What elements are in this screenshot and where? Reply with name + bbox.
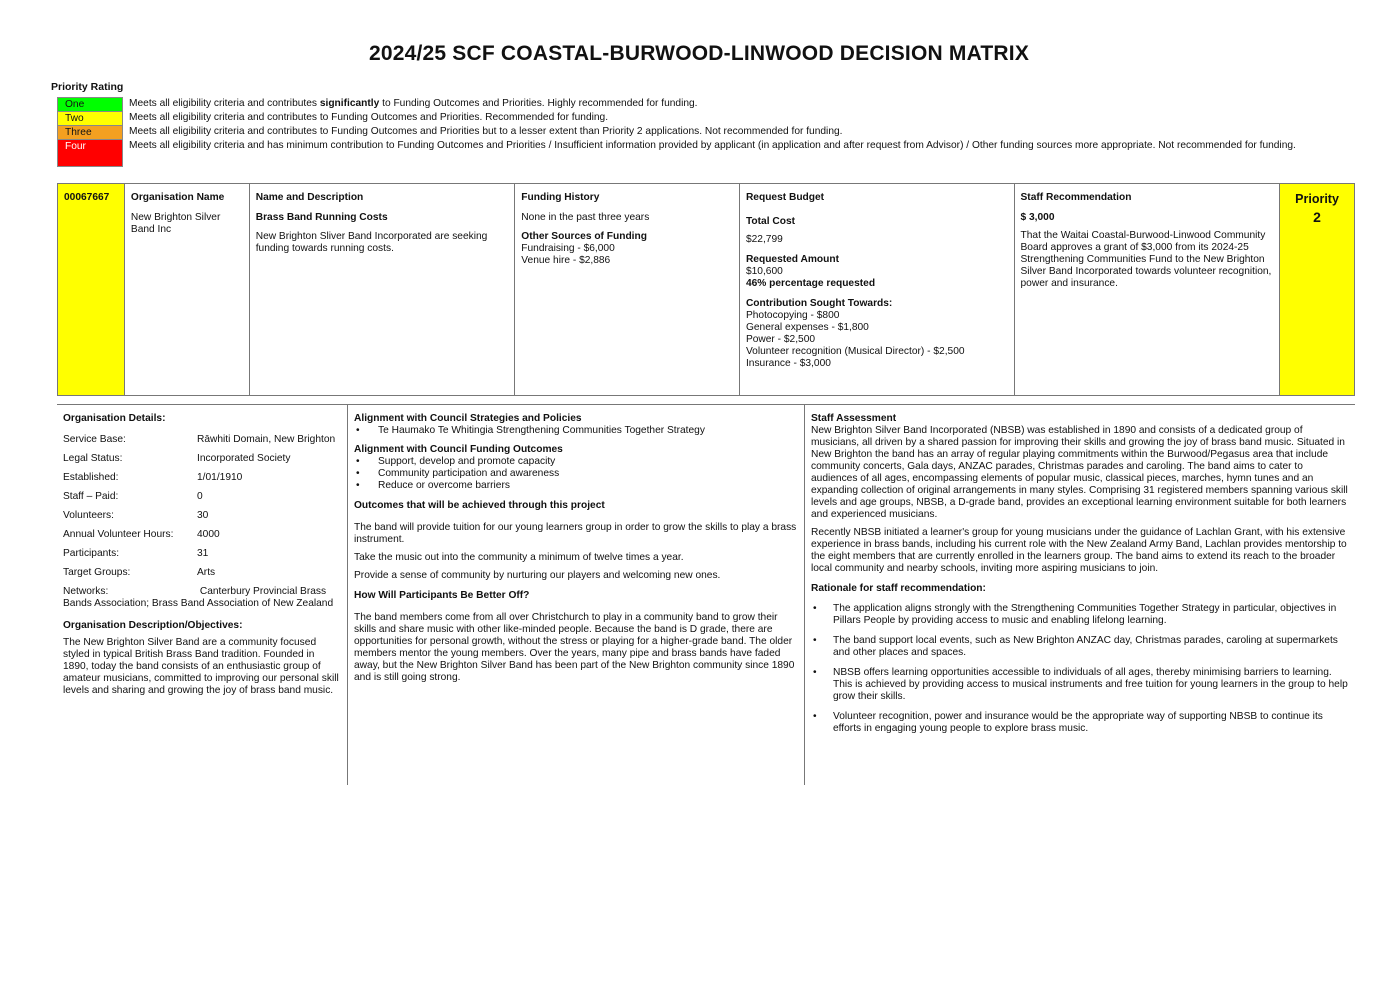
priority-description: Meets all eligibility criteria and contributes to Funding Outcomes and Priorities but to a lesser extent than Priority 2 applications. Not recommended for funding. bbox=[129, 126, 843, 137]
percentage-requested: 46% percentage requested bbox=[745, 278, 876, 289]
contribution-header: Contribution Sought Towards: bbox=[745, 298, 893, 309]
application-summary-table bbox=[57, 183, 1355, 396]
staff-recommendation-amount: $ 3,000 bbox=[1020, 212, 1055, 223]
networks-row: Networks: Canterbury Provincial Brass Bands Association; Brass Band Association of New Zealand bbox=[63, 586, 334, 609]
funding-outcomes-list bbox=[354, 456, 798, 492]
list-item: • Support, develop and promote capacity bbox=[354, 456, 798, 468]
alignment-column bbox=[348, 405, 805, 785]
staff-assessment-paragraph: Recently NBSB initiated a learner's group for young musicians under the guidance of Lachlan Grant, with his extensive experience in brass bands, including his current role with the New Zealand Army Band, Lachlan provides mentorship to the eight members that are currently enrolled in the learners group. The band aims to extend its reach to the broader local community and nearby schools, inviting more aspiring musicians to join. bbox=[811, 527, 1347, 574]
better-off-header: How Will Participants Be Better Off? bbox=[354, 590, 530, 601]
funding-history: None in the past three years bbox=[521, 212, 650, 223]
priority-cell bbox=[1280, 184, 1354, 395]
organisation-details-header: Organisation Details: bbox=[63, 413, 166, 424]
name-description-cell bbox=[250, 184, 516, 395]
application-id: 00067667 bbox=[64, 192, 110, 203]
priority-label: Three bbox=[57, 125, 123, 139]
detail-row: Target Groups: Arts bbox=[63, 567, 216, 578]
list-item: • The band support local events, such as New Brighton ANZAC day, Christmas parades, caroling at supermarkets and other places and spaces. bbox=[811, 635, 1349, 659]
priority-row-four bbox=[57, 139, 1312, 167]
list-item: • Te Haumako Te Whitingia Strengthening Communities Together Strategy bbox=[354, 425, 798, 437]
outcome-paragraph: Provide a sense of community by nurturing our players and welcoming new ones. bbox=[354, 570, 721, 581]
detail-row: Legal Status: Incorporated Society bbox=[63, 453, 291, 464]
rationale-list bbox=[811, 603, 1349, 735]
staff-recommendation-header: Staff Recommendation bbox=[1020, 192, 1132, 203]
strategies-list bbox=[354, 425, 798, 437]
outcome-paragraph: The band will provide tuition for our young learners group in order to grow the skills to play a brass instrument. bbox=[354, 522, 797, 545]
detail-row: Annual Volunteer Hours: 4000 bbox=[63, 529, 220, 540]
detail-row: Service Base: Rāwhiti Domain, New Brighton bbox=[63, 434, 336, 445]
funding-history-cell bbox=[515, 184, 740, 395]
priority-row-two bbox=[57, 111, 1312, 125]
funding-outcomes-header: Alignment with Council Funding Outcomes bbox=[354, 444, 563, 455]
priority-row-three bbox=[57, 125, 1312, 139]
contribution-item: Photocopying - $800 bbox=[745, 310, 840, 321]
detail-row: Established: 1/01/1910 bbox=[63, 472, 243, 483]
priority-rating-heading: Priority Rating bbox=[51, 81, 124, 93]
other-sources-header: Other Sources of Funding bbox=[521, 231, 647, 242]
organisation-name: New Brighton Silver Band Inc bbox=[130, 212, 221, 235]
organisation-name-cell bbox=[125, 184, 250, 395]
staff-recommendation-text: That the Waitai Coastal-Burwood-Linwood Community Board approves a grant of $3,000 from its 2024-25 Strengthening Communities Fund to the New Brighton Silver Band Incorporated towards volunteer recognition, power and insurance. bbox=[1020, 230, 1272, 289]
application-id-cell bbox=[58, 184, 125, 395]
detail-row: Staff – Paid: 0 bbox=[63, 491, 203, 502]
contribution-item: Power - $2,500 bbox=[745, 334, 816, 345]
list-item: • The application aligns strongly with the Strengthening Communities Together Strategy in particular, objectives in Pillars People by providing access to music and enabling lifelong learning. bbox=[811, 603, 1349, 627]
list-item: • Volunteer recognition, power and insurance would be the appropriate way of supporting NBSB to continue its efforts in engaging young people to explore brass music. bbox=[811, 711, 1349, 735]
priority-label: Two bbox=[57, 111, 123, 125]
strategies-header: Alignment with Council Strategies and Policies bbox=[354, 413, 582, 424]
request-budget-header: Request Budget bbox=[745, 192, 825, 203]
other-source-item: Venue hire - $2,886 bbox=[521, 255, 611, 266]
priority-description: Meets all eligibility criteria and contributes significantly to Funding Outcomes and Priorities. Highly recommended for funding. bbox=[129, 98, 698, 109]
detail-row: Volunteers: 30 bbox=[63, 510, 209, 521]
priority-value: 2 bbox=[1313, 209, 1321, 225]
list-item: • NBSB offers learning opportunities accessible to individuals of all ages, thereby minimising barriers to learning. This is achieved by providing access to musical instruments and free tuition for young learners in the group to help grow their skills. bbox=[811, 667, 1349, 703]
priority-description: Meets all eligibility criteria and has minimum contribution to Funding Outcomes and Priorities / Insufficient information provided by applicant (in application and after request from Advisor) / Other funding sources more appropriate. Not recommended for funding. bbox=[129, 140, 1296, 151]
priority-label: One bbox=[57, 97, 123, 111]
priority-description: Meets all eligibility criteria and contributes to Funding Outcomes and Priorities. Recommended for funding. bbox=[129, 112, 609, 123]
outcomes-achieved-header: Outcomes that will be achieved through this project bbox=[354, 500, 605, 511]
outcome-paragraph: Take the music out into the community a minimum of twelve times a year. bbox=[354, 552, 684, 563]
list-item: • Reduce or overcome barriers bbox=[354, 480, 798, 492]
organisation-description-header: Organisation Description/Objectives: bbox=[63, 620, 243, 631]
rationale-header: Rationale for staff recommendation: bbox=[811, 583, 986, 594]
staff-assessment-paragraph: New Brighton Silver Band Incorporated (NBSB) was established in 1890 and consists of a dedicated group of musicians, all driven by a shared passion for improving their skills and growing the joy of brass band music. Situated in New Brighton the band has an array of regular playing commitments within the Burwood/Pegasus area that include community concerts, Gala days, ANZAC parades, Christmas parades and caroling. The band aims to cater to audiences of all ages, encompassing elements of popular music, classical pieces, marches, hymn tunes and an expanding collection of original arrangements in many styles. Comprising 31 registered members spanning various skill levels and age groups, NBSB, a D-grade band, provides an exceptional learning environment suitable for both learners and experienced musicians. bbox=[811, 425, 1348, 520]
page-title: 2024/25 SCF COASTAL-BURWOOD-LINWOOD DECISION MATRIX bbox=[368, 42, 1030, 65]
detail-row: Participants: 31 bbox=[63, 548, 209, 559]
total-cost: $22,799 bbox=[745, 234, 783, 245]
project-description: New Brighton Sliver Band Incorporated are seeking funding towards running costs. bbox=[255, 231, 488, 254]
better-off-text: The band members come from all over Christchurch to play in a community band to grow their skills and share music with other like-minded people. Because the band is D grade, there are opportunities for personal growth, without the stress or playing for a higher-grade band. The older members mentor the young members. Over the years, many pipe and brass bands have faded away, but the New Brighton Silver Band has been part of the New Brighton community since 1890 and is still going strong. bbox=[354, 612, 795, 683]
requested-amount: $10,600 bbox=[745, 266, 783, 277]
other-source-item: Fundraising - $6,000 bbox=[521, 243, 615, 254]
priority-header: Priority bbox=[1295, 192, 1339, 206]
requested-amount-label: Requested Amount bbox=[745, 254, 839, 265]
total-cost-label: Total Cost bbox=[745, 216, 795, 227]
project-name: Brass Band Running Costs bbox=[255, 212, 388, 223]
staff-assessment-column bbox=[805, 405, 1355, 785]
organisation-description: The New Brighton Silver Band are a community focused styled in typical British Brass Band tradition. Founded in 1890, today the band consists of an enthusiastic group of amateur musicians, committed to improving our personal skill levels and sharing and growing the joy of brass band music. bbox=[63, 637, 339, 696]
priority-rating-legend bbox=[57, 97, 1312, 167]
organisation-details-column bbox=[57, 405, 348, 785]
funding-history-header: Funding History bbox=[521, 192, 600, 203]
contribution-item: Insurance - $3,000 bbox=[745, 358, 831, 369]
staff-assessment-header: Staff Assessment bbox=[811, 413, 897, 424]
request-budget-cell bbox=[740, 184, 1015, 395]
staff-recommendation-cell bbox=[1015, 184, 1281, 395]
priority-label: Four bbox=[57, 139, 123, 167]
contribution-item: General expenses - $1,800 bbox=[745, 322, 869, 333]
priority-row-one bbox=[57, 97, 1312, 111]
name-description-header: Name and Description bbox=[255, 192, 364, 203]
contribution-item: Volunteer recognition (Musical Director) - $2,500 bbox=[745, 346, 965, 357]
application-details-section bbox=[57, 404, 1355, 785]
list-item: • Community participation and awareness bbox=[354, 468, 798, 480]
organisation-name-header: Organisation Name bbox=[130, 192, 225, 203]
